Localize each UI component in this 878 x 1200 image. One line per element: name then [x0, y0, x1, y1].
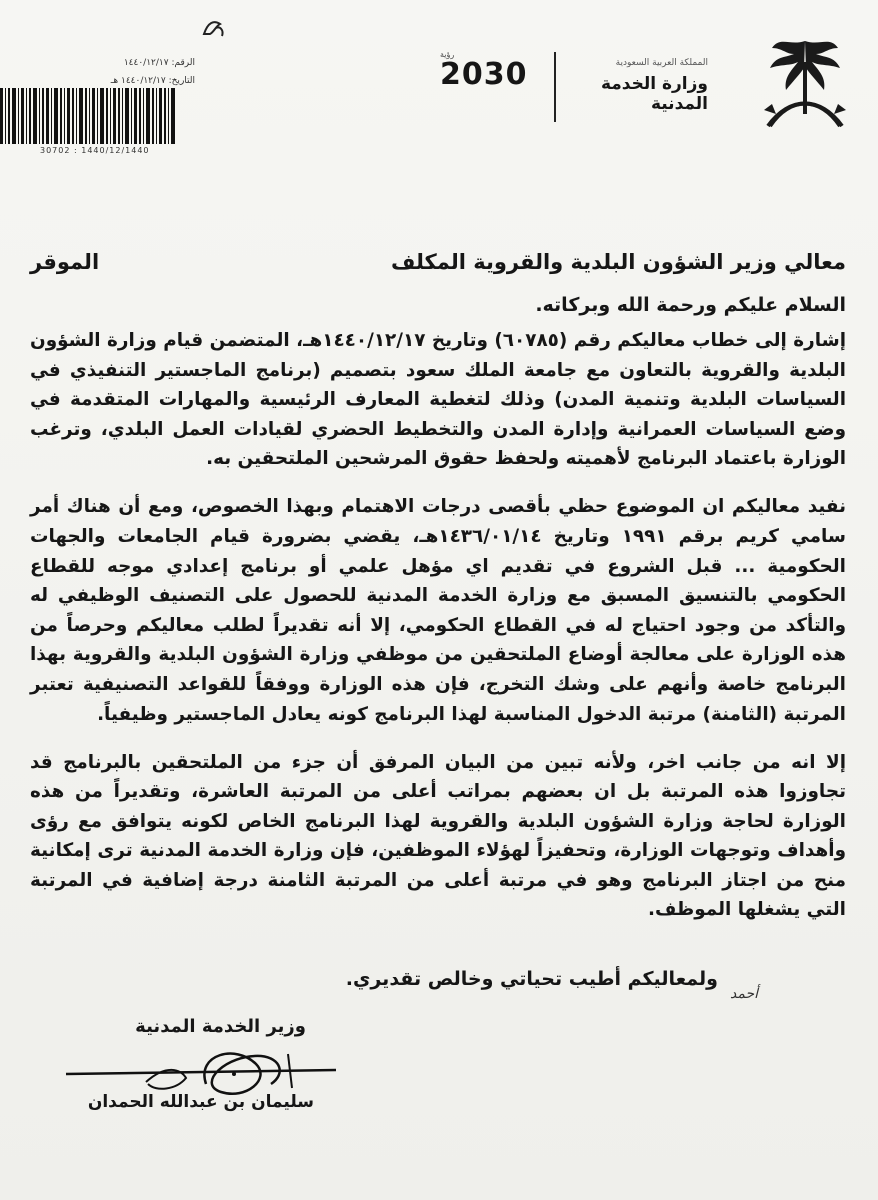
barcode-icon: [0, 88, 180, 144]
vision-2030-logo: [440, 50, 550, 91]
paragraph-2: نفيد معاليكم ان الموضوع حظي بأقصى درجات الاهتمام وبهذا الخصوص، ومع أن هناك أمر سامي كريم برقم ١٩٩١ وتاريخ ١٤٣٦/٠١/١٤هـ، يقضي بضرورة قيام الجامعات والجهات الحكومية ... قبل الشروع في تقديم اي مؤهل علمي أو برنامج إعدادي موجه للقطاع الحكومي بالتنسيق المسبق مع وزارة الخدمة المدنية للحصول على التصنيف الوظيفي له والتأكد من وجود احتياج له في القطاع الحكومي، إلا أنه تقديراً لطلب معاليكم وحرصاً من هذه الوزارة على معالجة أوضاع الملتحقين من موظفي وزارة الشؤون البلدية والقروية بهذا البرنامج خاصة وأنهم على وشك التخرج، فإن هذه الوزارة ووفقاً للقواعد التصنيفية تعتبر المرتبة (الثامنة) مرتبة الدخول المناسبة لهذا البرنامج كونه يعادل الماجستير وظيفياً.: [30, 496, 846, 725]
header-divider: [554, 52, 556, 122]
ministry-subtitle: المملكة العربية السعودية: [615, 58, 708, 68]
ministry-name-block: [558, 58, 708, 114]
ref-number: الرقم: ١٤٤٠/١٢/١٧: [123, 58, 195, 68]
initial-mark: أحمد: [730, 986, 758, 1002]
letter-body: [30, 250, 846, 943]
basmala-mark-icon: [200, 14, 228, 42]
signatory-title: وزير الخدمة المدنية: [135, 1016, 306, 1037]
paragraph-3: إلا انه من جانب اخر، ولأنه تبين من البيان المرفق أن جزء من الملتحقين بالبرنامج قد تجاوزوا هذه المرتبة بل ان بعضهم بمراتب أعلى من المرتبة العاشرة، وتقديراً من هذه الوزارة لحاجة وزارة الشؤون البلدية والقروية لهذا البرنامج الخاص لكونه يتوافق مع رؤى وأهداف وتوجهات الوزارة، وتحفيزاً لهؤلاء الموظفين، فإن وزارة الخدمة المدنية ترى إمكانية منح من اجتاز البرنامج وهو في مرتبة أعلى من المرتبة الثامنة درجة إضافية في المرتبة التي يشغلها الموظف.: [30, 751, 846, 921]
ministry-name: وزارة الخدمة المدنية: [600, 74, 708, 114]
paragraph-1: إشارة إلى خطاب معاليكم رقم (٦٠٧٨٥) وتاريخ ١٤٤٠/١٢/١٧هـ، المتضمن قيام وزارة الشؤون البلدية والقروية بالتعاون مع جامعة الملك سعود بتصميم (برنامج الماجستير التنفيذي في السياسات البلدية وتنمية المدن) وذلك لتغطية المعارف الرئيسية والمهارات المتقدمة في وضع السياسات العمرانية وإدارة المدن والتخطيط الحضري لقيادات العمل البلدي، وترغب الوزارة باعتماد البرنامج لأهميته ولحفظ حقوق المرشحين الملتحقين به.: [30, 330, 846, 470]
palm-swords-emblem-icon: [750, 26, 860, 136]
greeting: السلام عليكم ورحمة الله وبركاته.: [535, 294, 846, 316]
addressee: معالي وزير الشؤون البلدية والقروية المكلف: [390, 250, 846, 274]
signature-block: [56, 1016, 346, 1126]
ref-date: التاريخ: ١٤٤٠/١٢/١٧ هـ: [110, 76, 195, 86]
closing-line: ولمعاليكم أطيب تحياتي وخالص تقديري.: [345, 968, 718, 990]
signatory-name: سليمان بن عبدالله الحمدان: [87, 1092, 314, 1112]
addressee-row: [30, 250, 846, 284]
vision-label: رؤية: [440, 50, 455, 59]
barcode-number: 30702 : 1440/12/1440: [40, 146, 150, 155]
vision-year: 2030: [440, 57, 528, 92]
honorific: الموقر: [30, 250, 100, 274]
